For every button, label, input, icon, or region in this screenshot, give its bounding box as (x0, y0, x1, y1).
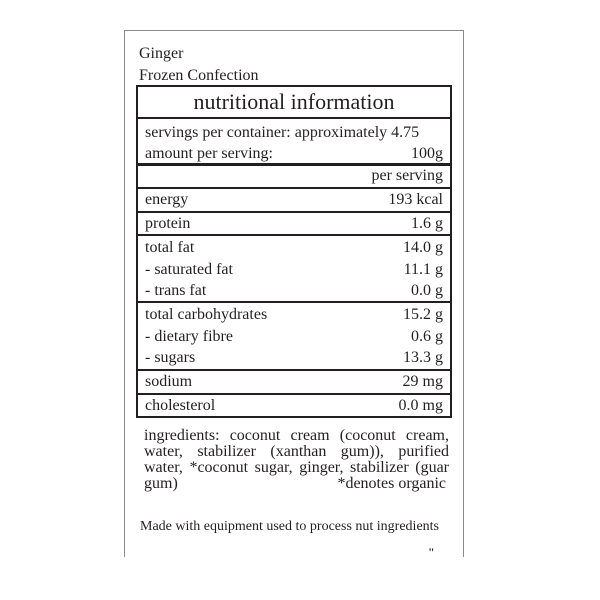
nutrient-row (145, 189, 443, 211)
nutrient-value: 0.6 g (411, 328, 443, 345)
nutrient-value: 29 mg (402, 373, 443, 390)
nutrient-label: sodium (145, 373, 193, 390)
ingredients-text: ingredients: coconut cream (coconut cream, water, stabilizer (xanthan gum)), purified water, *coconut sugar, ginger, stabilizer (guar gum) (144, 427, 449, 492)
nutrient-value: 14.0 g (403, 239, 443, 256)
divider (138, 301, 450, 303)
product-name: Ginger (139, 45, 184, 62)
nutrient-row (145, 213, 443, 235)
product-type: Frozen Confection (139, 67, 259, 84)
nutrient-row (145, 237, 443, 259)
nutrient-label: protein (145, 215, 191, 232)
amount-row (145, 143, 443, 165)
nutrient-row (145, 259, 443, 281)
nutrient-row (145, 395, 443, 417)
divider (138, 234, 450, 236)
nutrient-row (145, 304, 443, 326)
corner-mark: " (428, 545, 435, 559)
amount-value: 100g (411, 145, 443, 162)
nutrition-panel (136, 85, 452, 418)
nutrient-label: - dietary fibre (145, 328, 233, 345)
nutrition-title: nutritional information (193, 89, 395, 114)
nutrient-label: - saturated fat (145, 261, 233, 278)
nutrient-value: 0.0 g (411, 282, 443, 299)
organic-note: *denotes organic (337, 475, 446, 492)
nutrient-value: 11.1 g (403, 261, 443, 278)
column-header: per serving (371, 167, 443, 184)
nutrient-value: 0.0 mg (398, 397, 443, 414)
allergen-note: Made with equipment used to process nut ingredients (140, 519, 439, 534)
nutrient-row (145, 347, 443, 369)
nutrient-value: 13.3 g (403, 349, 443, 366)
nutrient-row (145, 280, 443, 302)
nutrient-value: 15.2 g (403, 306, 443, 323)
nutrient-label: cholesterol (145, 397, 216, 414)
servings-row (145, 122, 443, 144)
divider (138, 117, 450, 119)
nutrient-label: total fat (145, 239, 195, 256)
column-header-row (145, 165, 443, 187)
nutrient-label: - sugars (145, 349, 196, 366)
nutrient-row (145, 371, 443, 393)
amount-label: amount per serving: (145, 145, 273, 162)
nutrient-label: - trans fat (145, 282, 207, 299)
ingredients-block (144, 428, 449, 492)
nutrient-value: 1.6 g (411, 215, 443, 232)
servings-label: servings per container: approximately 4.75 (145, 124, 420, 141)
nutrient-label: energy (145, 191, 189, 208)
nutrient-row (145, 326, 443, 348)
nutrient-value: 193 kcal (388, 191, 443, 208)
nutrient-label: total carbohydrates (145, 306, 268, 323)
